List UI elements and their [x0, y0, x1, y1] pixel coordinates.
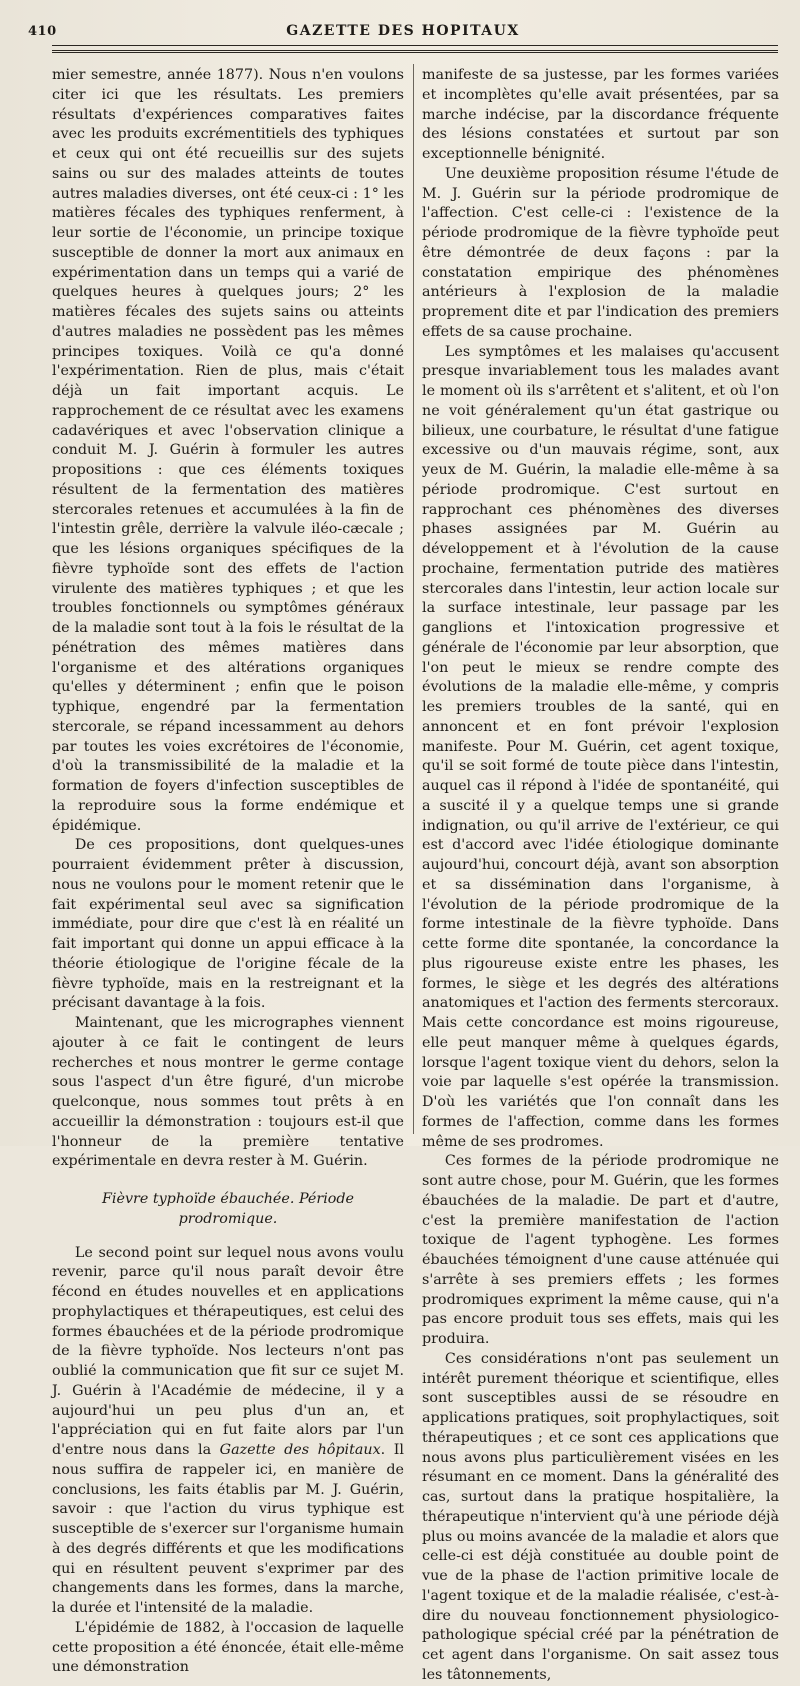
paragraph: Maintenant, que les micrographes viennent ajouter à ce fait le contingent de leurs recherches et nous montrer le germe contage sous l'aspect d'un être figuré, d'un microbe quelconque, nous sommes tout prêts à en accueillir la démonstration : toujours est-il que l'honneur de la première tentative expérimentale en devra rester à M. Guérin. — [52, 1015, 404, 1170]
paragraph: Les symptômes et les malaises qu'accusent presque invariablement tous les malades avant le moment où ils s'arrêtent et s'alitent, et où l'on ne voit généralement qu'un état gastrique ou bilieux, une courbature, le résultat d'une fatigue excessive ou d'un mauvais régime, sont, aux yeux de M. Guérin, la maladie elle-même à sa période prodromique. C'est surtout en rapprochant ces phénomènes des diverses phases assignées par M. Guérin au développement et à l'évolution de la cause prochaine, fermentation putride des matières stercorales dans l'intestin, leur action locale sur la surface intestinale, leur passage par les ganglions et l'intoxication progressive et générale de l'économie par leur absorption, que l'on peut le mieux se rendre compte des évolutions de la maladie elle-même, y compris les premiers troubles de la santé, qui en annoncent et en font prévoir l'explosion manifeste. Pour M. Guérin, cet agent toxique, qu'il se soit formé de toute pièce dans l'intestin, auquel cas il répond à l'idée de spontanéité, qui a suscité il y a quelque temps une si grande indignation, ou qu'il arrive de l'extérieur, ce qui est d'accord avec l'idée étiologique dominante aujourd'hui, concourt déjà, avant son absorption et sa dissémination dans l'organisme, à l'évolution de la période prodromique de la forme intestinale de la fièvre typhoïde. Dans cette forme dite spontanée, la concordance la plus rigoureuse existe entre les phases, les formes, le siège et les degrés des altérations anatomiques et l'action des ferments stercoraux. Mais cette concordance est moins rigoureuse, elle peut manquer même à quelques égards, lorsque l'agent toxique vient du dehors, selon la voie par laquelle s'est opérée la transmission. D'où les variétés que l'on connaît dans les formes de l'affection, comme dans les formes même de ses prodromes. — [422, 343, 779, 1150]
left-column — [52, 66, 404, 1676]
paragraph: L'épidémie de 1882, à l'occasion de laquelle cette proposition a été énoncée, était elle-même une démonstration — [52, 1619, 404, 1676]
paragraph-text: . Il nous suffira de rappeler ici, en manière de conclusions, les faits établis par M. J. Guérin, savoir : que l'action du virus typhique est susceptible de s'exercer sur l'organisme humain à des degrés différents et que les modifications qui en résultent peuvent s'exprimer par des changements dans les formes, dans la marche, la durée et l'intensité de la maladie. — [52, 1442, 404, 1616]
paragraph: Une deuxième proposition résume l'étude de M. J. Guérin sur la période prodromique de l'affection. C'est celle-ci : l'existence de la période prodromique de la fièvre typhoïde peut être démontrée de deux façons : par la constatation empirique des phénomènes antérieurs à l'explosion de la maladie proprement dite et par l'indication des premiers effets de sa cause prochaine. — [422, 165, 779, 340]
paragraph — [52, 1244, 404, 1619]
paragraph: Ces considérations n'ont pas seulement un intérêt purement théorique et scientifique, elles sont susceptibles aussi de se résoudre en applications pratiques, soit prophylactiques, soit thérapeutiques ; et ce sont ces applications que nous avons plus particulièrement visées en les résumant en ce moment. Dans la généralité des cas, surtout dans la pratique hospitalière, la thérapeutique n'intervient qu'à une période déjà plus ou moins avancée de la maladie et alors que celle-ci est déjà constituée au double point de vue de la phase de l'action primitive locale de l'agent toxique et de la maladie réalisée, c'est-à-dire du nouveau fonctionnement physiologico-pathologique spécial créé par la pénétration de cet agent dans l'organisme. On sait assez tous les tâtonnements, — [422, 1350, 779, 1683]
header-rule — [52, 45, 778, 46]
running-title: GAZETTE DES HOPITAUX — [286, 23, 520, 39]
paragraph: Ces formes de la période prodromique ne sont autre chose, pour M. Guérin, que les formes ébauchées de la maladie. De part et d'autre, c'est la première manifestation de l'action toxique de l'agent typhogène. Les formes ébauchées témoignent d'une cause atténuée qui s'arrête à ses premiers effets ; les formes prodromiques expriment la même cause, qui n'a pas encore produit tous ses effets, mais qui les produira. — [422, 1153, 779, 1347]
paragraph-text: Le second point sur lequel nous avons voulu revenir, parce qu'il nous paraît devoir être fécond en études nouvelles et en applications prophylactiques et thérapeutiques, est celui des formes ébauchées et de la période prodromique de la fièvre typhoïde. Nos lecteurs n'ont pas oublié la communication que fit sur ce sujet M. J. Guérin à l'Académie de médecine, il y a aujourd'hui un peu plus d'un an, et l'appréciation qui en fut faite alors par l'un d'entre nous dans la — [52, 1244, 404, 1458]
section-heading: Fièvre typhoïde ébauchée. Période prodromique. — [101, 1191, 355, 1227]
paragraph: De ces propositions, dont quelques-unes pourraient évidemment prêter à discussion, nous ne voulons pour le moment retenir que le fait expérimental seul avec sa signification immédiate, pour dire que c'est là en réalité un fait important qui donne un appui efficace à la théorie étiologique de l'origine fécale de la fièvre typhoïde, mais en la restreignant et la précisant davantage à la fois. — [52, 837, 404, 1012]
journal-title: Gazette des hôpitaux — [219, 1442, 381, 1458]
right-column — [422, 66, 779, 1683]
paragraph: mier semestre, année 1877). Nous n'en voulons citer ici que les résultats. Les premiers résultats d'expériences comparatives faites avec les produits excrémentitiels des typhiques et ceux qui ont été recueillis sur des sujets sains ou sur des malades atteints de toutes autres maladies diverses, ont été ceux-ci : 1° les matières fécales des typhiques renferment, à leur sortie de l'économie, un principe toxique susceptible de donner la mort aux animaux en expérimentation dans un temps qui a varié de quelques heures à quelques jours; 2° les matières fécales des sujets sains ou atteints d'autres maladies ne possèdent pas les mêmes principes toxiques. Voilà ce qu'a donné l'expérimentation. Rien de plus, mais c'était déjà un fait important acquis. Le rapprochement de ce résultat avec les examens cadavériques et avec l'observation clinique a conduit M. J. Guérin à formuler les autres propositions : que ces éléments toxiques résultent de la fermentation des matières stercorales retenues et accumulées à la fin de l'intestin grêle, derrière la valvule iléo-cæcale ; que les lésions organiques spécifiques de la fièvre typhoïde sont des effets de l'action virulente des matières typhiques ; et que les troubles fonctionnels ou symptômes généraux de la maladie sont tout à la fois le résultat de la pénétration des mêmes matières dans l'organisme et des altérations organiques qu'elles y déterminent ; enfin que le poison typhique, engendré par la fermentation stercorale, se répand incessamment au dehors par toutes les voies excrétoires de l'économie, d'où la transmissibilité de la maladie et la formation de foyers d'infection susceptibles de la reproduire sous la forme endémique et épidémique. — [52, 67, 404, 834]
column-divider — [413, 64, 414, 1134]
page-number: 410 — [28, 24, 57, 39]
paragraph: manifeste de sa justesse, par les formes variées et incomplètes qu'elle avait présentées, par sa marche indécise, par la discordance fréquente des lésions constatées et surtout par son exceptionnelle bénignité. — [422, 67, 779, 162]
header-double-rule — [52, 50, 778, 53]
page-header — [28, 18, 778, 46]
